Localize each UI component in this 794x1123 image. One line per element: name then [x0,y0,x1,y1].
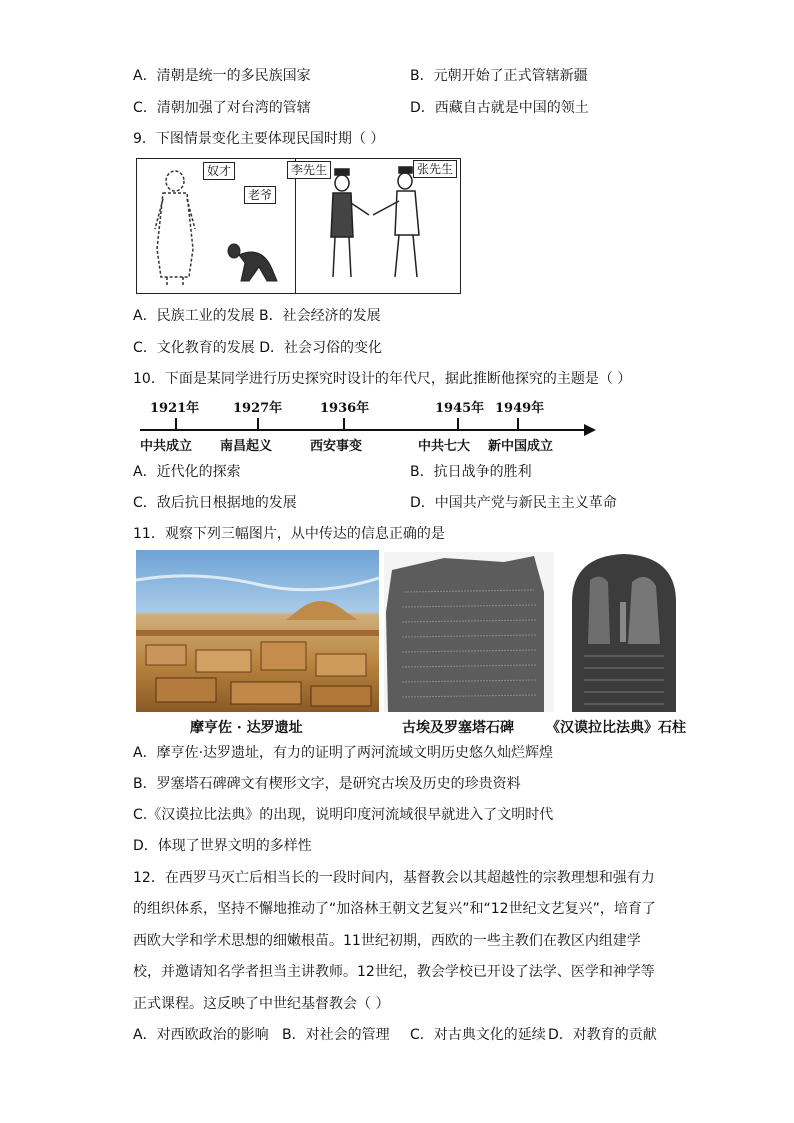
caption-mohenjo-daro: 摩亨佐 · 达罗遗址 [190,720,303,736]
q12-option-a: A．对西欧政治的影响 [133,1027,269,1043]
q12-option-c: C．对古典文化的延续 [410,1027,546,1043]
timeline-year: 1949年 [495,401,545,416]
q9-options-cd: C．文化教育的发展 D．社会习俗的变化 [133,340,383,356]
q12-stem-line: 的组织体系，坚持不懈地推动了“加洛林王朝文艺复兴”和“12世纪文艺复兴”，培育了 [133,901,656,917]
timeline-axis [140,429,586,431]
timeline-tick [175,418,177,430]
timeline-event: 中共七大 [418,439,471,454]
q8-option-d: D．西藏自古就是中国的领土 [410,100,589,116]
q11-option-b: B．罗塞塔石碑碑文有楔形文字，是研究古埃及历史的珍贵资料 [133,776,521,792]
q11-stem: 11．观察下列三幅图片，从中传达的信息正确的是 [133,526,445,542]
timeline-year: 1936年 [320,401,370,416]
label-mr-li: 李先生 [287,161,331,179]
stele-drawing [560,552,688,712]
q8-option-c: C．清朝加强了对台湾的管辖 [133,100,311,116]
label-servant: 奴才 [203,162,235,180]
timeline-tick [457,418,459,430]
timeline-tick [257,418,259,430]
rosetta-stone-photo [384,552,554,712]
q12-stem-line: 正式课程。这反映了中世纪基督教会（ ） [133,996,390,1012]
q9-options-ab: A．民族工业的发展 B．社会经济的发展 [133,308,381,324]
q10-stem: 10．下面是某同学进行历史探究时设计的年代尺，据此推断他探究的主题是（ ） [133,371,632,387]
q12-option-b: B．对社会的管理 [282,1027,390,1043]
q11-option-d: D．体现了世界文明的多样性 [133,838,312,854]
timeline-event: 西安事变 [310,439,363,454]
q12-stem-line: 校，并邀请知名学者担当主讲教师。12世纪，教会学校已开设了法学、医学和神学等 [133,964,655,980]
q8-option-b: B．元朝开始了正式管辖新疆 [410,68,588,84]
timeline-tick [343,418,345,430]
q12-option-d: D．对教育的贡献 [548,1027,657,1043]
ruins-drawing [136,550,379,712]
timeline-event: 新中国成立 [488,439,554,454]
timeline-event: 南昌起义 [220,439,273,454]
timeline-year: 1921年 [150,401,200,416]
q10-option-c: C．敌后抗日根据地的发展 [133,495,297,511]
mohenjo-daro-photo [136,550,379,712]
q9-stem: 9．下图情景变化主要体现民国时期（ ） [133,131,385,147]
label-master: 老爷 [244,186,276,204]
timeline-tick [517,418,519,430]
q11-option-a: A．摩亨佐·达罗遗址，有力的证明了两河流域文明历史悠久灿烂辉煌 [133,745,554,761]
q12-stem-line: 12．在西罗马灭亡后相当长的一段时间内，基督教会以其超越性的宗教理想和强有力 [133,870,655,886]
rosetta-drawing [384,552,554,712]
q10-option-b: B．抗日战争的胜利 [410,464,532,480]
q10-option-d: D．中国共产党与新民主主义革命 [410,495,617,511]
q8-option-a: A．清朝是统一的多民族国家 [133,68,311,84]
cartoon-drawing [137,159,460,293]
q12-stem-line: 西欧大学和学术思想的细嫩根苗。11世纪初期，西欧的一些主教们在教区内组建学 [133,933,641,949]
label-mr-zhang: 张先生 [413,160,457,178]
hammurabi-stele-photo [560,552,688,712]
timeline-arrow-icon [584,424,598,436]
caption-rosetta-stone: 古埃及罗塞塔石碑 [402,720,514,736]
timeline-event: 中共成立 [140,439,193,454]
q11-option-c: C.《汉谟拉比法典》的出现，说明印度河流域很早就进入了文明时代 [133,807,554,823]
q9-cartoon-figure [136,158,461,294]
q10-option-a: A．近代化的探索 [133,464,241,480]
timeline-year: 1927年 [233,401,283,416]
timeline-year: 1945年 [435,401,485,416]
caption-hammurabi-code: 《汉谟拉比法典》石柱 [546,720,686,736]
